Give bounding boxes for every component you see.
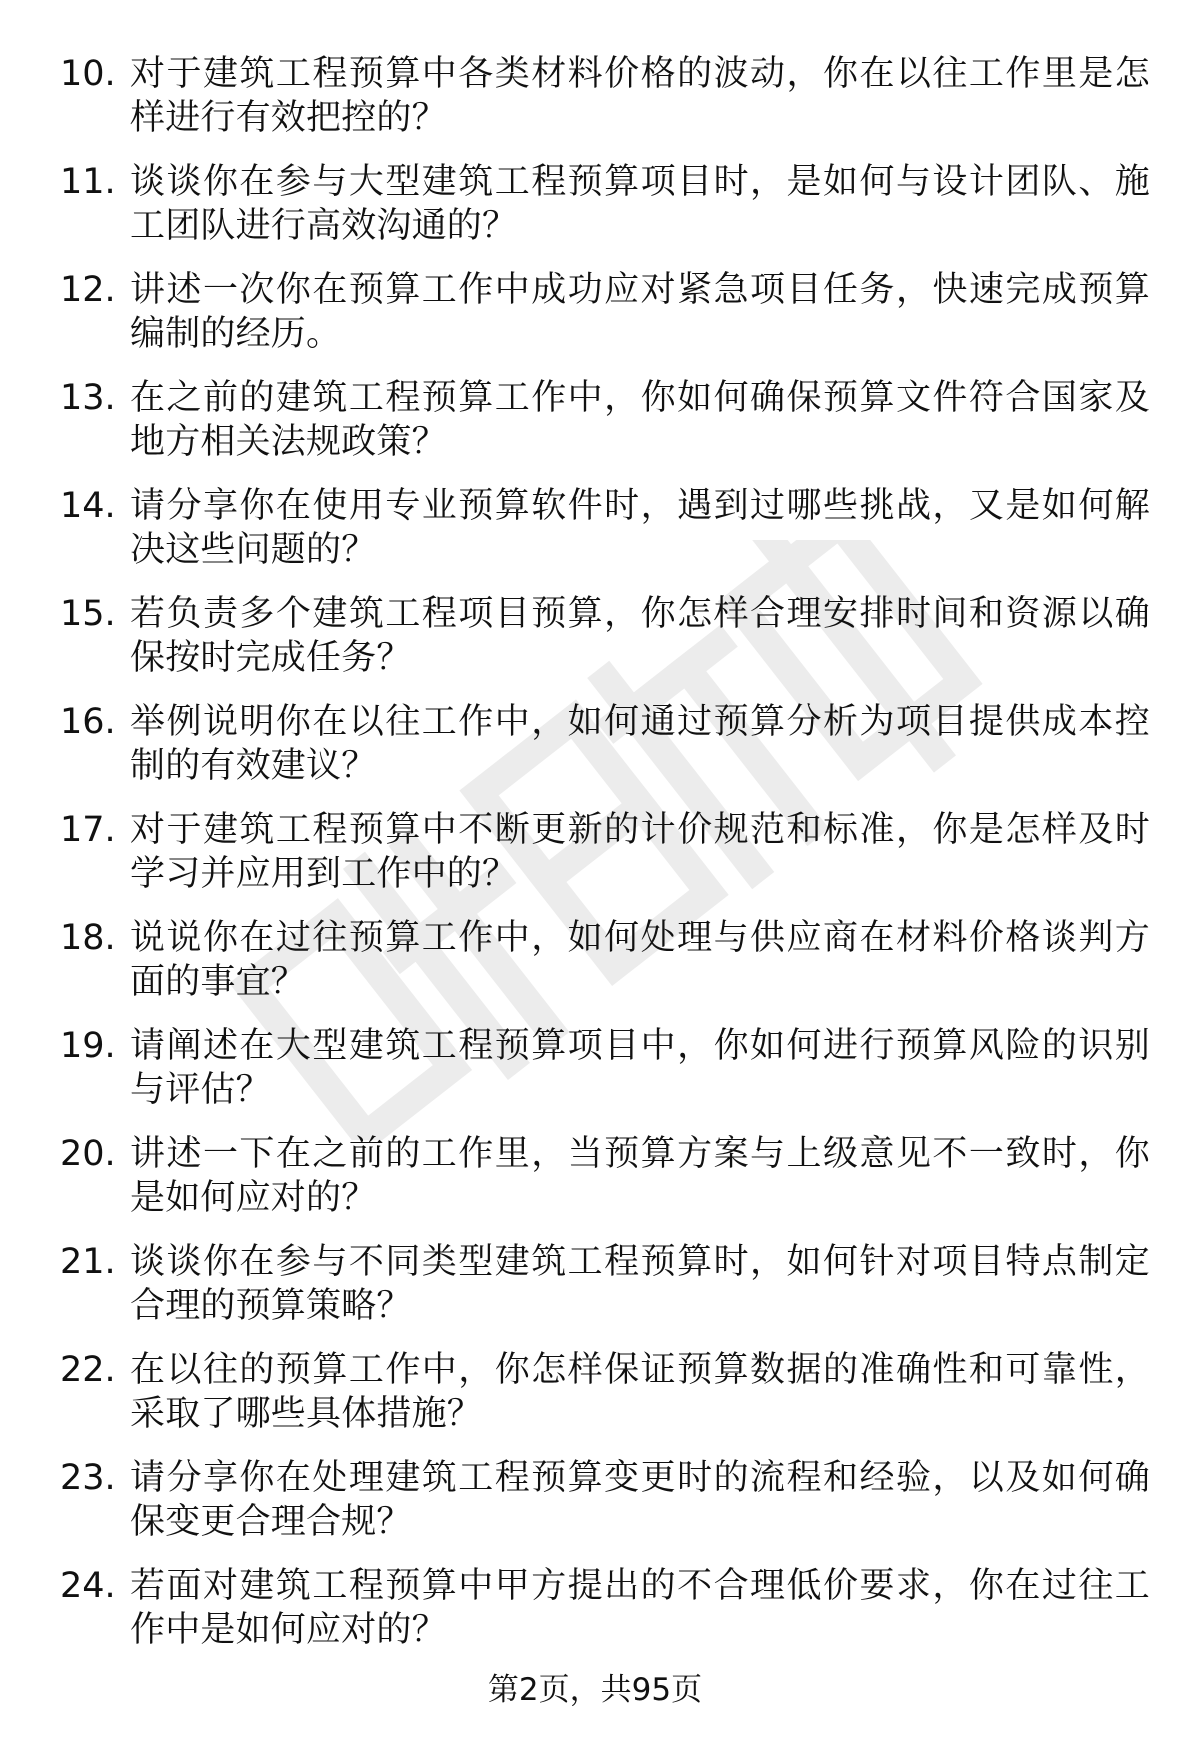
question-item [60, 592, 1150, 700]
question-text: 请阐述在大型建筑工程预算项目中，你如何进行预算风险的识别与评估？ [130, 1026, 1150, 1110]
page-footer [0, 1670, 1190, 1710]
question-item [60, 160, 1150, 268]
question-number: 20. [60, 1134, 116, 1174]
question-number: 23. [60, 1458, 116, 1498]
question-text: 对于建筑工程预算中各类材料价格的波动，你在以往工作里是怎样进行有效把控的？ [130, 54, 1150, 138]
question-text: 请分享你在使用专业预算软件时，遇到过哪些挑战，又是如何解决这些问题的？ [130, 486, 1150, 570]
question-text: 讲述一次你在预算工作中成功应对紧急项目任务，快速完成预算编制的经历。 [130, 270, 1150, 354]
question-number: 19. [60, 1026, 116, 1066]
question-number: 13. [60, 378, 116, 418]
question-text: 谈谈你在参与大型建筑工程预算项目时，是如何与设计团队、施工团队进行高效沟通的？ [130, 162, 1150, 246]
question-number: 10. [60, 54, 116, 94]
question-list [60, 52, 1150, 1672]
question-item [60, 1456, 1150, 1564]
question-item [60, 1240, 1150, 1348]
question-text: 若负责多个建筑工程项目预算，你怎样合理安排时间和资源以确保按时完成任务？ [130, 594, 1150, 678]
page-number-label: 第2页，共95页 [487, 1672, 703, 1708]
question-number: 15. [60, 594, 116, 634]
question-item [60, 1024, 1150, 1132]
question-item [60, 916, 1150, 1024]
question-item [60, 1564, 1150, 1672]
question-item [60, 376, 1150, 484]
question-item [60, 1348, 1150, 1456]
question-item [60, 52, 1150, 160]
question-item [60, 484, 1150, 592]
question-text: 在以往的预算工作中，你怎样保证预算数据的准确性和可靠性，采取了哪些具体措施？ [130, 1350, 1150, 1434]
question-text: 说说你在过往预算工作中，如何处理与供应商在材料价格谈判方面的事宜？ [130, 918, 1150, 1002]
question-text: 讲述一下在之前的工作里，当预算方案与上级意见不一致时，你是如何应对的？ [130, 1134, 1150, 1218]
question-number: 16. [60, 702, 116, 742]
question-number: 18. [60, 918, 116, 958]
question-text: 对于建筑工程预算中不断更新的计价规范和标准，你是怎样及时学习并应用到工作中的？ [130, 810, 1150, 894]
question-number: 17. [60, 810, 116, 850]
question-item [60, 268, 1150, 376]
question-text: 请分享你在处理建筑工程预算变更时的流程和经验，以及如何确保变更合理合规？ [130, 1458, 1150, 1542]
question-number: 12. [60, 270, 116, 310]
question-item [60, 700, 1150, 808]
question-item [60, 1132, 1150, 1240]
question-text: 举例说明你在以往工作中，如何通过预算分析为项目提供成本控制的有效建议？ [130, 702, 1150, 786]
question-number: 21. [60, 1242, 116, 1282]
question-number: 24. [60, 1566, 116, 1606]
question-text: 若面对建筑工程预算中甲方提出的不合理低价要求，你在过往工作中是如何应对的？ [130, 1566, 1150, 1650]
question-text: 在之前的建筑工程预算工作中，你如何确保预算文件符合国家及地方相关法规政策？ [130, 378, 1150, 462]
question-text: 谈谈你在参与不同类型建筑工程预算时，如何针对项目特点制定合理的预算策略？ [130, 1242, 1150, 1326]
question-number: 11. [60, 162, 116, 202]
question-number: 14. [60, 486, 116, 526]
question-number: 22. [60, 1350, 116, 1390]
question-item [60, 808, 1150, 916]
